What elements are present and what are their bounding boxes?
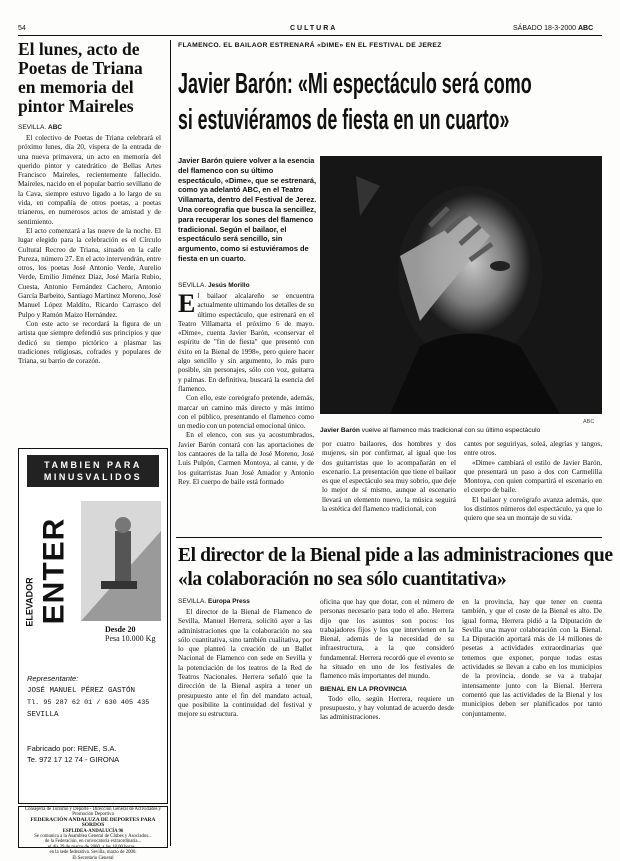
main-col-1 bbox=[178, 282, 314, 487]
main-headline-line-2: si estuviéramos de fiesta en un cuarto» bbox=[178, 104, 510, 136]
bienal-col-2-after: Todo ello, según Herrera, requiere un presupuesto, y hay voluntad de acuerdo desde las administraciones. bbox=[320, 694, 454, 722]
main-headline-line-1: Javier Barón: «Mi espectáculo será como bbox=[178, 68, 532, 100]
byline-agency: ABC bbox=[48, 124, 63, 131]
bienal-col-2-para: oficina que hay que dotar, con el número de personas necesario para todo el año. Herrera dijo que los asuntos son pocos: los trabajadores fijos y los que intervienen en la Bienal, además de la necesidad de su infraestructura, a la que consideró fundamental. Herrera recordó que el evento se ha situado en uno de los festivales de flamenco más importantes del mundo. bbox=[320, 598, 454, 681]
drop-cap: E bbox=[178, 289, 196, 318]
left-story-para-2: El acto comenzará a las nueve de la noche. El lugar elegido para la celebración es el Círculo Cultural Recreo de Triana, situado en la calle Pureza, número 27. En el acto intervendrán, entre otros, los poetas José Antonio Verde, Aurelio Verde, Emilio Jiménez Díaz, José María Rubio, Cuesta, Antonio Fernández Cachero, Antonio García Barbeito, Santiago Martínez Moreno, José Manuel López Maldito, Ricardo Carrasco del Pulpo y Ramón Maizo Hernández. bbox=[18, 226, 161, 319]
main-byline-place: SEVILLA. bbox=[178, 282, 207, 289]
left-story-para-1: El colectivo de Poetas de Triana celebrará el próximo lunes, día 20, víspera de la entrada de una nueva primavera, un acto en memoria del querido pintor y catedrático de Bellas Artes Francisco Maireles, recientemente fallecido. Maireles, nacido en el popular barrio sevillano de la Cava, siempre estuvo ligado a lo largo de su vida, en compañía de otros poetas, a poetas trianeros, en numerosos actos de amistad y de sentimiento. bbox=[18, 134, 161, 226]
ad-brand: ENTER bbox=[37, 517, 71, 625]
notice-line: de la Federación, en convocatoria extraordinaria... bbox=[44, 839, 142, 845]
main-col-1-para-1 bbox=[178, 289, 314, 394]
ad-price-weight: Pesa 10.000 Kg bbox=[105, 634, 156, 643]
column-divider bbox=[170, 40, 171, 846]
photo-credit: ABC bbox=[583, 419, 595, 425]
notice-line: Se comunica a la Asamblea General de Clubes y Asociados... bbox=[34, 834, 152, 840]
main-col-3-para-3: El bailaor y coreógrafo avanza además, que los distintos números del espectáculo, ya que lo quiero que sea un montaje de su vida. bbox=[464, 495, 602, 523]
date-text: SÁBADO 18-3-2000 bbox=[513, 25, 577, 32]
ad-product-label: ELEVADOR bbox=[24, 577, 35, 627]
page-number: 54 bbox=[18, 25, 26, 32]
ad-rep-name: JOSÉ MANUEL PÉREZ GASTÓN bbox=[27, 687, 136, 695]
photo-caption bbox=[320, 427, 602, 434]
issue-date bbox=[513, 25, 593, 32]
bienal-col-2 bbox=[320, 598, 454, 848]
elevator-ad bbox=[18, 448, 168, 804]
ad-rep-phone: Tl. 95 287 62 01 / 630 405 435 bbox=[27, 699, 150, 707]
paper-name: ABC bbox=[578, 25, 594, 32]
main-photo bbox=[320, 156, 602, 414]
caption-name: Javier Barón bbox=[320, 427, 360, 434]
main-col-2-para: por cuatro bailaores, dos hombres y dos mujeres, sin por confirmar, al igual que los dos guitarristas que lo acompañarán en el escenario. La presentación que tiene el bailaor es que el espectáculo sea muy sobrio, que deje lo mejor de sí mismo, aunque al escenario llevará un elemento nuevo, la música seguirá la estética del flamenco tradicional, con bbox=[322, 440, 456, 514]
left-story bbox=[18, 40, 161, 366]
main-col-3 bbox=[464, 440, 602, 524]
ad-price bbox=[105, 625, 155, 643]
sport-notice bbox=[18, 806, 168, 861]
main-byline-author: Jesús Morillo bbox=[208, 282, 250, 289]
notice-dept: Consejería de Turismo y Deporte - Dirección General de Actividades y Promoción Deportiva bbox=[24, 807, 162, 818]
main-lead: Javier Barón quiere volver a la esencia del flamenco con su último espectáculo, «Dime», que se estrenará, como ya adelantó ABC, en el Teatro Villamarta, dentro del Festival de Jerez. Una coreografía que busca la sencillez, para recuperar los sones del flamenco tradicional. Según el bailaor, el espectáculo será sencillo, sin argumento, como si estuviéramos de fiesta en un cuarto. bbox=[178, 156, 317, 263]
main-col-1-para-2: Con ello, este coreógrafo pretende, además, marcar un camino más directo y más íntimo con el público, presentando el flamenco como un medio con un potencial emocional único. bbox=[178, 394, 314, 431]
ad-price-from: Desde 20 bbox=[105, 625, 136, 634]
ad-line-1: TAMBIEN PARA bbox=[44, 460, 142, 470]
ad-rep-label: Representante: bbox=[27, 674, 79, 683]
ad-rep-block bbox=[27, 673, 159, 721]
bienal-byline-agency: Europa Press bbox=[208, 598, 250, 605]
notice-federation: FEDERACIÓN ANDALUZA DE DEPORTES PARA SORDOS bbox=[30, 816, 156, 829]
main-col-3-para-1: cantes por seguiriyas, soleá, alegrías y tangos, entre otros. bbox=[464, 440, 602, 458]
ad-rep-city: SEVILLA bbox=[27, 711, 59, 719]
ad-maker: Fabricado por: RENE, S.A. bbox=[27, 744, 117, 753]
bienal-col-3-para: en la provincia, hay que tener en cuenta también, y que el coste de la Bienal es alto. De igual forma, Herrera pidió a la Diputación de Sevilla una mayor colaboración con la Bienal. La Diputación aportará más de 14 millones de pesetas a actividades extraordinarias que tenemos que exponer, porque todas estas actividades se llevan a cabo en los municipios de la provincia, donde se va a trabajar intensamente junto con la Bienal. Herrera comentó que las actividades de la Bienal y los municipios deben ser planificados por tanto conjuntamente. bbox=[462, 598, 602, 718]
header-rule bbox=[18, 35, 602, 36]
left-story-para-3: Con este acto se recordará la figura de un artista que siempre defendió sus principios y que dedicó su tiempo pictórico a plasmar las tradiciones religiosas, cofrades y populares de Triana, su barrio de corazón. bbox=[18, 319, 161, 366]
notice-line: en la sede federativa. Sevilla, marzo de 2000. bbox=[49, 850, 137, 856]
main-kicker: FLAMENCO. EL BAILAOR ESTRENARÁ «DIME» EN EL FESTIVAL DE JEREZ bbox=[178, 42, 442, 49]
ad-maker-block bbox=[27, 743, 159, 765]
caption-text: vuelve al flamenco más tradicional con su último espectáculo bbox=[361, 427, 541, 434]
bailaor-photo-icon bbox=[320, 156, 602, 414]
main-col-2 bbox=[322, 440, 456, 514]
left-story-byline bbox=[18, 124, 161, 131]
main-col-1-text-1: l bailaor alcalareño se encuentra actualmente ultimando los detalles de su último espectáculo, que estrenará en el Teatro Villamarta el próximo 6 de mayo. «Dime», cuenta Javier Barón, «conservar el espíritu de "fin de fiesta" que presentó con éxito en la Bienal de 1998», pero quiere hacer algo sencillo y sin argumento, lo más puro posible, sin personajes, sólo con voz, guitarra y palmas. En definitiva, buscará la esencia del flamenco. bbox=[178, 292, 314, 393]
bienal-headline-line-2: «la colaboración no sea sólo cuantitativa» bbox=[178, 569, 507, 590]
notice-sign: El Secretario General bbox=[72, 855, 114, 861]
section-rule bbox=[176, 537, 602, 538]
bienal-col-3 bbox=[462, 598, 602, 848]
ad-maker-phone: Te. 972 17 12 74 - GIRONA bbox=[27, 755, 120, 764]
bienal-col-1-para: El director de la Bienal de Flamenco de Sevilla, Manuel Herrera, solicitó ayer a las administraciones que la colaboración no sea sólo cuantitativa, sino también cualitativa, por lo que planteó la creación de un Ballet Nacional de Flamenco con sede en Sevilla y la potenciación de los teatros de la Red de Teatros Nacionales. Herrera señaló que la dirección de la Bienal aspira a tener un presupuesto ante el fin del mandato actual, que posibilite la continuidad del festival y mejore su estructura. bbox=[178, 608, 312, 719]
notice-line: el día 29 de marzo de 2000, a las 18,00 horas... bbox=[47, 844, 139, 850]
ad-line-2: MINUSVALIDOS bbox=[43, 472, 143, 482]
bienal-subheading: BIENAL EN LA PROVINCIA bbox=[320, 685, 407, 693]
byline-place: SEVILLA. bbox=[18, 124, 47, 131]
stairlift-illustration bbox=[81, 501, 161, 621]
bienal-col-1 bbox=[178, 598, 312, 848]
main-byline bbox=[178, 282, 314, 289]
left-story-headline: El lunes, acto de Poetas de Triana en memoria del pintor Maireles bbox=[18, 39, 143, 116]
notice-org: ESPLIDEA-ANDALUCÍA 96 bbox=[62, 828, 124, 834]
main-col-3-para-2: «Dime» cambiará el estilo de Javier Barón, que presentará un paso a dos con Carmelilla Montoya, con quien compartirá el escenario en el cuerpo de baile. bbox=[464, 458, 602, 495]
section-title: CULTURA bbox=[290, 25, 338, 32]
bienal-headline-line-1: El director de la Bienal pide a las administraciones que bbox=[178, 545, 613, 566]
bienal-byline bbox=[178, 598, 312, 605]
main-col-1-para-3: En el elenco, con sus ya acostumbrados, Javier Barón contará con las aportaciones de los cantaores de la talla de José Moreno, José Luis Pulpón, Carmen Montoya, al cante, y de los guitarristas Juan José Amador y Antonio Rey. El cuerpo de baile está formado bbox=[178, 431, 314, 486]
ad-banner bbox=[27, 455, 159, 487]
bienal-byline-place: SEVILLA. bbox=[178, 598, 207, 605]
